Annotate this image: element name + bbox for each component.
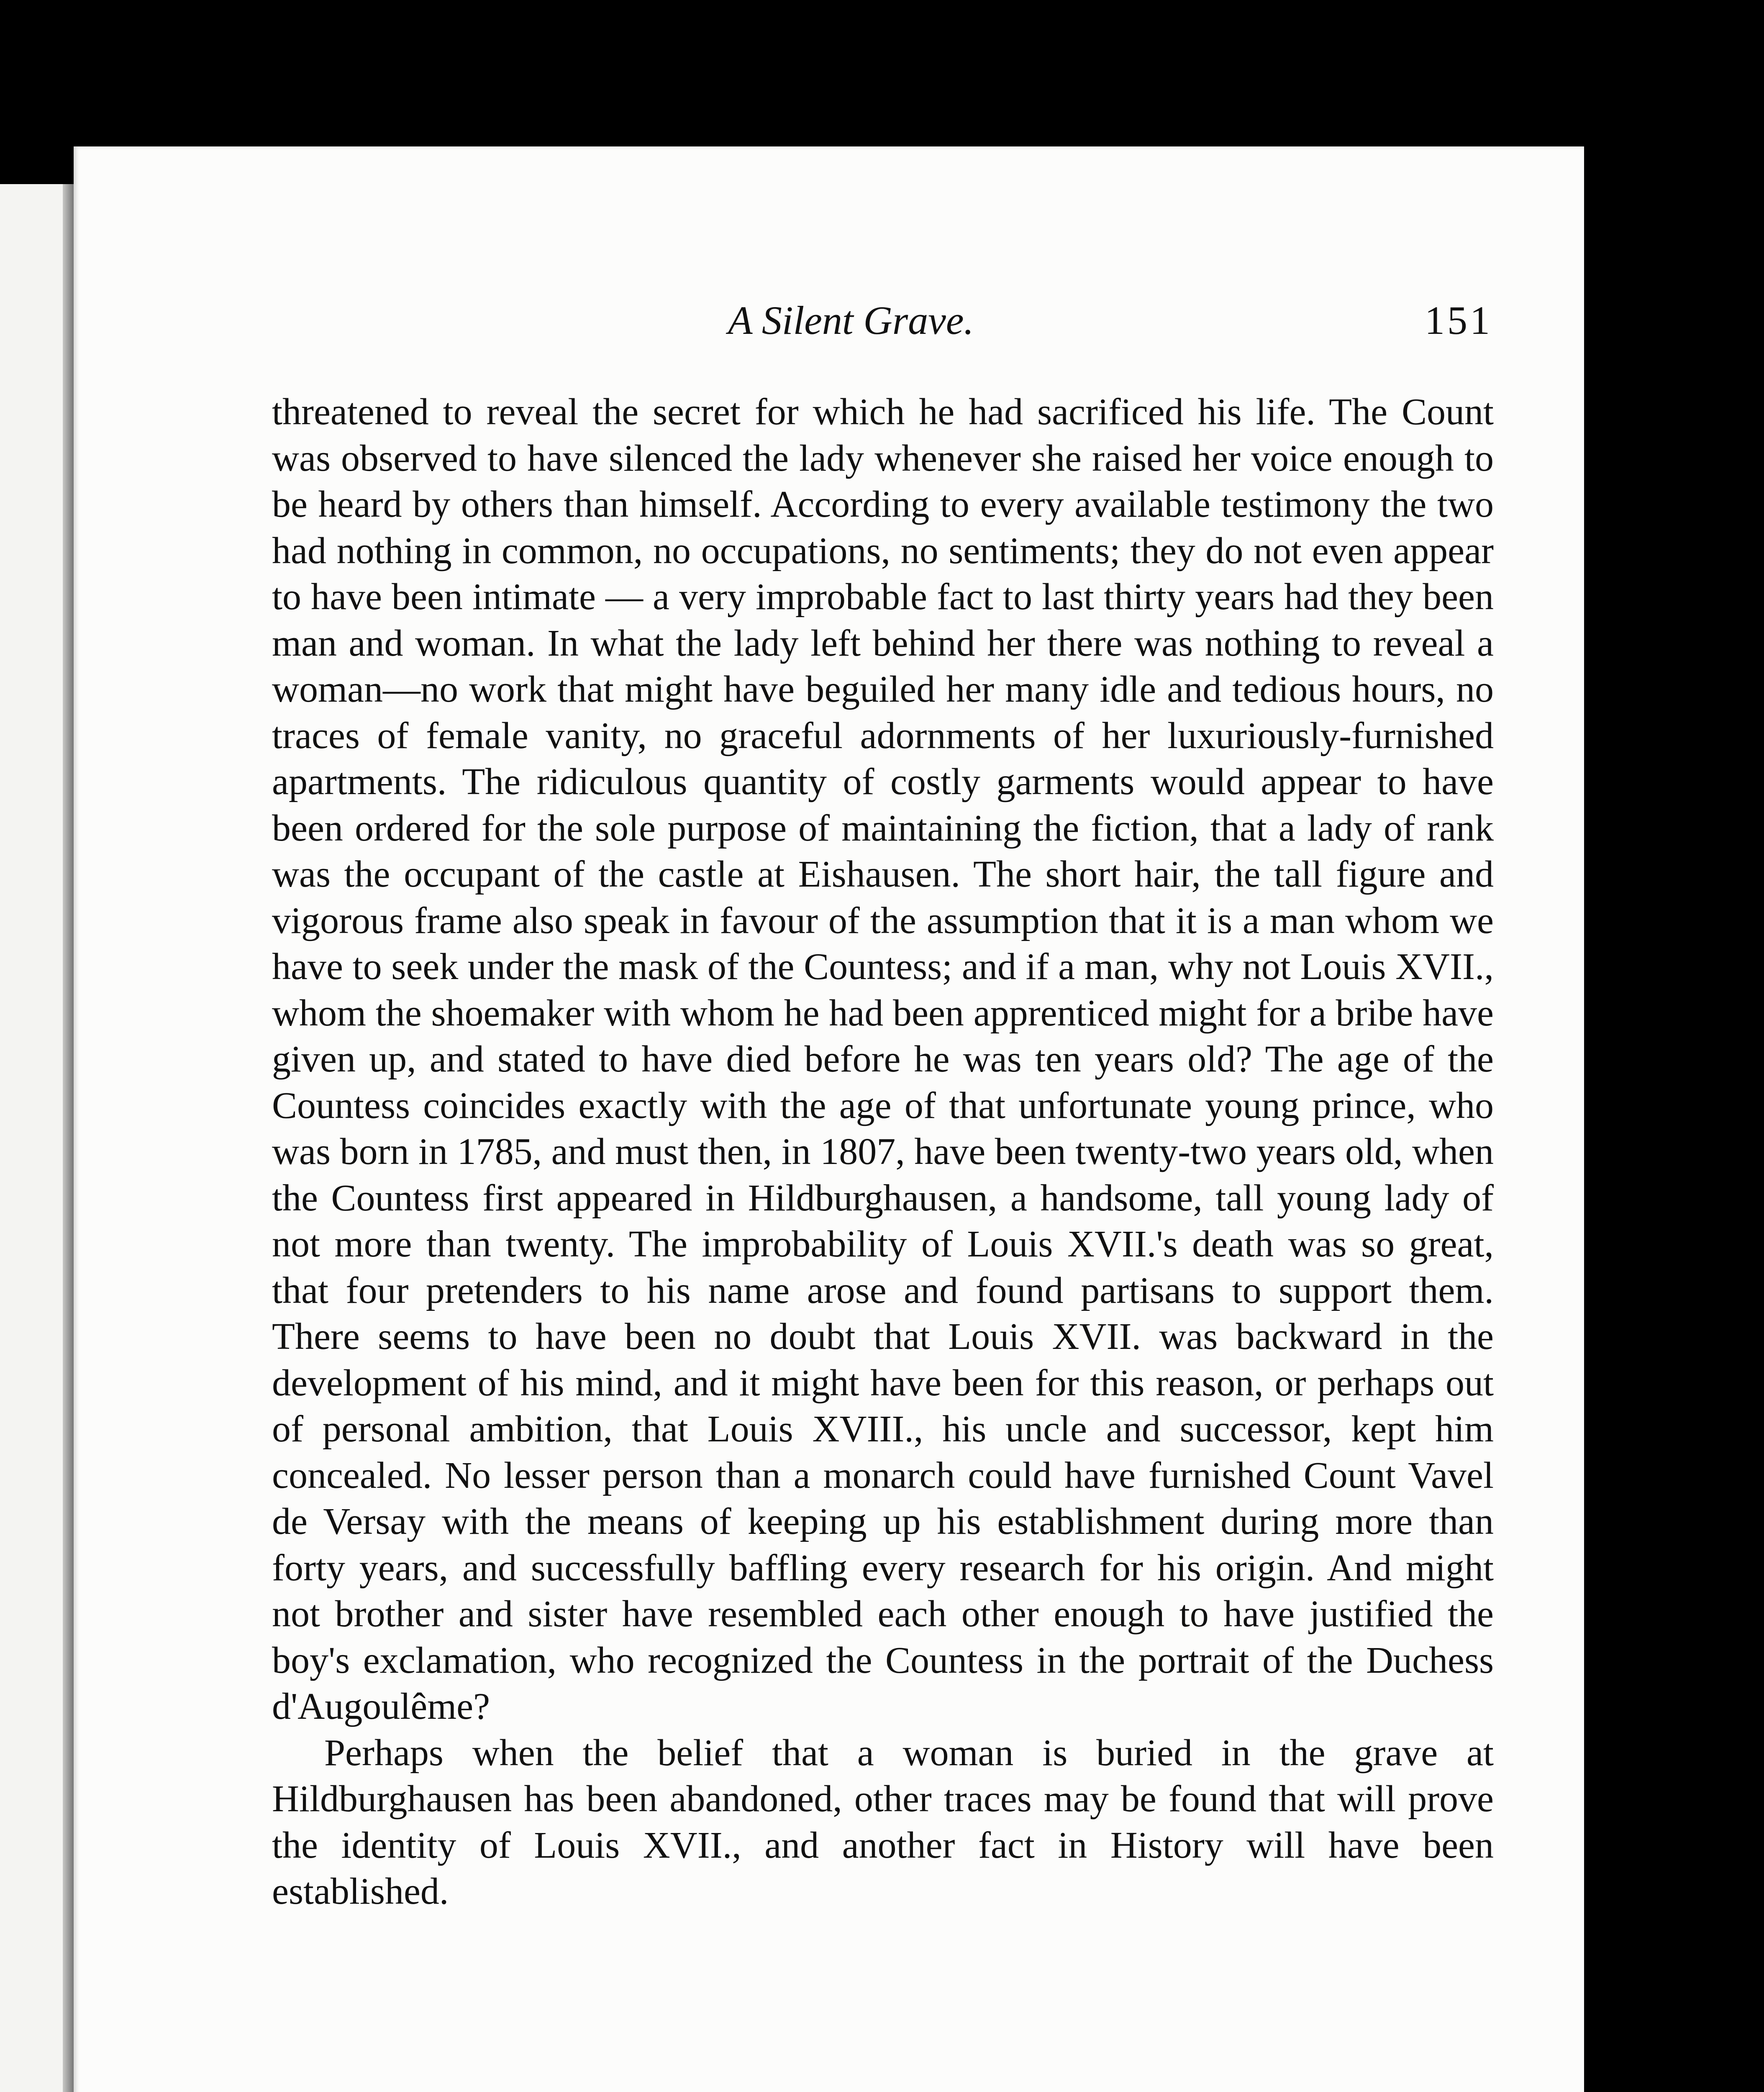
page-number: 151 — [1425, 298, 1492, 343]
paragraph-1: threatened to reveal the secret for which he had sacrificed his life. The Count was observed to have silenced the lady whenever she raised her voice enough to be heard by others than himself. According to every available testimony the two had nothing in common, no occupations, no sentiments; they do not even appear to have been intimate — a very improbable fact to last thirty years had they been man and woman. In what the lady left behind her there was nothing to reveal a woman—no work that might have beguiled her many idle and tedious hours, no traces of female vanity, no graceful adornments of her luxuriously-furnished apartments. The ridiculous quantity of costly garments would appear to have been ordered for the sole purpose of maintaining the fiction, that a lady of rank was the occupant of the castle at Eishausen. The short hair, the tall figure and vigorous frame also speak in favour of the assumption that it is a man whom we have to seek under the mask of the Countess; and if a man, why not Louis XVII., whom the shoemaker with whom he had been apprenticed might for a bribe have given up, and stated to have died before he was ten years old? The age of the Countess coincides exactly with the age of that unfortunate young prince, who was born in 1785, and must then, in 1807, have been twenty-two years old, when the Countess first appeared in Hildburghausen, a handsome, tall young lady of not more than twenty. The improbability of Louis XVII.'s death was so great, that four pretenders to his name arose and found partisans to support them. There seems to have been no doubt that Louis XVII. was backward in the development of his mind, and it might have been for this reason, or perhaps out of personal ambition, that Louis XVIII., his uncle and successor, kept him concealed. No lesser person than a monarch could have furnished Count Vavel de Versay with the means of keeping up his establishment during more than forty years, and successfully baffling every research for his origin. And might not brother and sister have resembled each other enough to have justified the boy's exclamation, who recognized the Countess in the portrait of the Duchess d'Augoulême? — [272, 391, 1494, 1727]
facing-page-edge — [0, 184, 63, 2092]
running-title: A Silent Grave. — [728, 298, 974, 343]
article-body — [272, 389, 1494, 1915]
paragraph-2: Perhaps when the belief that a woman is buried in the grave at Hildburghausen has been abandoned, other traces may be found that will prove the identity of Louis XVII., and another fact in History will have been established. — [272, 1732, 1494, 1912]
